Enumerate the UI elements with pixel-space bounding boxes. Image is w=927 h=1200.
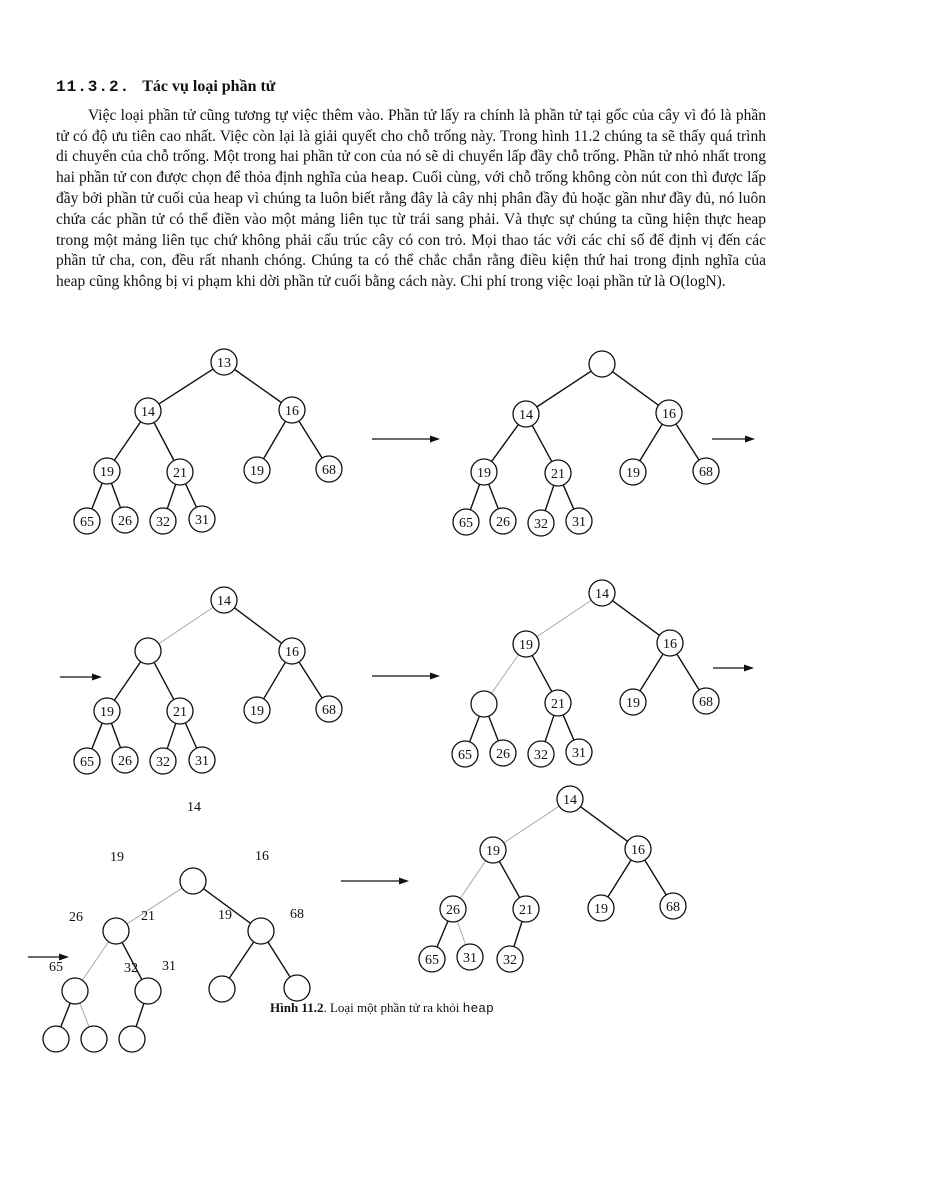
arrow-right-icon — [713, 665, 754, 672]
node-label: 21 — [173, 705, 187, 720]
step-2-edge — [470, 484, 479, 510]
node-label: 13 — [217, 356, 231, 371]
step-4-node — [589, 580, 615, 606]
floating-label: 26 — [69, 910, 83, 925]
step-3-edge — [185, 723, 196, 748]
node-label: 26 — [118, 514, 132, 529]
node-label: 65 — [459, 516, 473, 531]
step-4-node — [566, 739, 592, 765]
arrow-right-icon — [372, 436, 440, 443]
step-1-edge — [92, 483, 102, 509]
step-3-node — [112, 747, 138, 773]
floating-label: 14 — [187, 800, 201, 815]
node-label: 68 — [699, 465, 713, 480]
floating-label: 21 — [141, 909, 155, 924]
step-6-edge — [645, 860, 666, 895]
node-label: 32 — [156, 515, 170, 530]
step-3-edge — [114, 662, 140, 701]
node-label: 31 — [572, 515, 586, 530]
step-2-node — [490, 508, 516, 534]
node-label: 16 — [663, 637, 677, 652]
step-1-node — [244, 457, 270, 483]
step-5-node — [119, 1026, 145, 1052]
step-4-node — [513, 631, 539, 657]
step-2-edge — [537, 371, 591, 407]
floating-label: 32 — [124, 961, 138, 976]
step-2-node — [620, 459, 646, 485]
node-label: 65 — [80, 755, 94, 770]
step-6-node — [480, 837, 506, 863]
node-label: 14 — [141, 405, 155, 420]
step-1-node — [74, 508, 100, 534]
step-1-node — [316, 456, 342, 482]
node-label: 32 — [534, 517, 548, 532]
step-2-node — [453, 509, 479, 535]
node-label: 19 — [100, 465, 114, 480]
node-label: 19 — [486, 844, 500, 859]
step-5-edge — [80, 1003, 89, 1027]
step-3-edge — [159, 607, 213, 644]
node-label: 14 — [595, 587, 609, 602]
node-label: 16 — [285, 404, 299, 419]
step-4-edge — [532, 655, 552, 691]
step-4-edge — [677, 654, 699, 690]
node-label: 32 — [534, 748, 548, 763]
step-4-node — [657, 630, 683, 656]
step-3-node — [167, 698, 193, 724]
step-3-node — [189, 747, 215, 773]
node-label: 65 — [80, 515, 94, 530]
floating-label: 16 — [255, 849, 269, 864]
step-3-node — [244, 697, 270, 723]
node-label: 21 — [173, 466, 187, 481]
step-6-edge — [608, 860, 631, 897]
arrow-right-icon — [712, 436, 755, 443]
section-number: 11.3.2. — [56, 78, 131, 96]
node-label: 16 — [662, 407, 676, 422]
node-label: 19 — [626, 466, 640, 481]
step-6-node — [440, 896, 466, 922]
step-5-edge — [229, 942, 253, 978]
node-label: 68 — [666, 900, 680, 915]
step-3-edge — [167, 723, 176, 748]
step-4-node — [452, 741, 478, 767]
step-5-node — [180, 868, 206, 894]
floating-label: 65 — [49, 960, 63, 975]
node-label: 19 — [594, 902, 608, 917]
node-label: 31 — [463, 951, 477, 966]
step-2-node — [693, 458, 719, 484]
step-2-edge — [640, 424, 662, 461]
step-5-node — [43, 1026, 69, 1052]
node-label: 19 — [250, 464, 264, 479]
node-label: 21 — [551, 697, 565, 712]
node-label: 19 — [250, 704, 264, 719]
step-6-edge — [457, 921, 465, 944]
step-4-edge — [640, 654, 663, 691]
step-5-node — [62, 978, 88, 1004]
step-2-node — [545, 460, 571, 486]
arrow-right-icon — [60, 674, 102, 681]
node-label: 26 — [496, 747, 510, 762]
step-6-node — [513, 896, 539, 922]
step-2-node — [513, 401, 539, 427]
step-1-edge — [111, 483, 120, 508]
node-label: 21 — [519, 903, 533, 918]
step-2-edge — [532, 425, 552, 461]
step-6-node — [557, 786, 583, 812]
step-3-edge — [92, 723, 102, 749]
step-5-edge — [82, 942, 108, 981]
step-3-node — [316, 696, 342, 722]
step-2-node — [566, 508, 592, 534]
step-2-edge — [492, 425, 519, 462]
step-3-node — [135, 638, 161, 664]
step-3-edge — [234, 608, 281, 643]
tree-edges — [61, 369, 699, 1027]
step-1-edge — [264, 421, 286, 459]
step-4-edge — [563, 715, 574, 740]
step-1-node — [167, 459, 193, 485]
paragraph-text-2: . Cuối cùng, với chỗ trống không còn nút con thì được lấp đầy bởi phần tử cuối của heap vì chúng ta luôn biết rằng đây là cây nhị phân đầy đủ hoặc gần như đầy đủ, nó luôn chứa các phần tử có thể điền vào một mảng liên tục từ trái sang phải. Và thực sự chúng ta cũng hiện thực heap trong một mảng liên tục chứ không phải cấu trúc cây có con trỏ. Mọi thao tác với các chỉ số để định vị đến các phần tử cha, con, đều rất nhanh chóng. Chúng ta có thể chắc chắn rằng điều kiện thứ hai trong định nghĩa của heap cũng không bị vi phạm khi dời phần tử cuối bằng cách này. Chi phí trong việc loại phần tử là O(logN). — [56, 168, 767, 290]
step-3-edge — [264, 662, 286, 699]
step-4-edge — [545, 715, 554, 741]
step-1-node — [279, 397, 305, 423]
floating-labels — [49, 800, 304, 976]
step-4-edge — [470, 716, 480, 742]
node-label: 26 — [118, 754, 132, 769]
node-label: 14 — [217, 594, 231, 609]
step-3-node — [94, 698, 120, 724]
step-1-edge — [159, 369, 213, 404]
step-6-node — [457, 944, 483, 970]
caption-label: Hình 11.2 — [270, 1000, 324, 1015]
node-label: 68 — [699, 695, 713, 710]
step-2-edge — [676, 424, 699, 460]
paragraph-code-heap: heap — [370, 170, 405, 187]
node-label: 21 — [551, 467, 565, 482]
step-4-edge — [489, 716, 499, 741]
node-label: 16 — [285, 645, 299, 660]
node-label: 19 — [626, 696, 640, 711]
section-title: Tác vụ loại phần tử — [142, 78, 276, 95]
step-3-node — [279, 638, 305, 664]
step-5-node — [81, 1026, 107, 1052]
node-label: 68 — [322, 463, 336, 478]
step-5-node — [103, 918, 129, 944]
node-label: 14 — [519, 408, 533, 423]
node-label: 68 — [322, 703, 336, 718]
caption-text: . Loại một phần tử ra khỏi — [323, 1000, 463, 1015]
step-6-node — [660, 893, 686, 919]
node-label: 14 — [563, 793, 577, 808]
step-2-edge — [563, 485, 574, 509]
step-3-node — [74, 748, 100, 774]
step-1-node — [189, 506, 215, 532]
step-2-node — [471, 459, 497, 485]
step-2-edge — [612, 372, 658, 406]
step-4-edge — [612, 601, 659, 636]
step-2-node — [528, 510, 554, 536]
step-1-node — [135, 398, 161, 424]
node-label: 19 — [519, 638, 533, 653]
step-1-node — [150, 508, 176, 534]
step-1-edge — [186, 484, 197, 507]
node-label: 31 — [195, 754, 209, 769]
step-6-node — [625, 836, 651, 862]
step-5-node — [284, 975, 310, 1001]
step-6-edge — [437, 921, 448, 947]
node-label: 16 — [631, 843, 645, 858]
step-5-edge — [136, 1003, 144, 1026]
node-label: 26 — [496, 515, 510, 530]
step-1-edge — [167, 484, 175, 508]
floating-label: 31 — [162, 959, 176, 974]
node-label: 65 — [458, 748, 472, 763]
step-2-node — [589, 351, 615, 377]
step-4-edge — [537, 600, 591, 637]
step-3-edge — [111, 723, 120, 748]
step-6-edge — [460, 861, 485, 898]
step-6-node — [497, 946, 523, 972]
step-5-edge — [61, 1003, 70, 1027]
step-6-node — [419, 946, 445, 972]
step-1-node — [94, 458, 120, 484]
step-6-edge — [514, 921, 522, 946]
step-1-edge — [114, 422, 140, 461]
step-2-edge — [489, 484, 499, 509]
step-1-edge — [235, 369, 282, 402]
step-1-node — [211, 349, 237, 375]
step-4-node — [528, 741, 554, 767]
step-4-edge — [491, 655, 518, 694]
arrow-right-icon — [341, 878, 409, 885]
node-label: 31 — [572, 746, 586, 761]
step-4-node — [693, 688, 719, 714]
step-1-edge — [299, 421, 322, 458]
step-1-node — [112, 507, 138, 533]
node-label: 31 — [195, 513, 209, 528]
step-5-edge — [268, 942, 290, 977]
tree-nodes — [43, 349, 719, 1052]
paragraph-text-1: Việc loại phần tử cũng tương tự việc thêm vào. Phần tử lấy ra chính là phần tử tại gốc của cây vì đó là phần tử có độ ưu tiên cao nhất. Việc còn lại là giải quyết cho chỗ trống này. Trong hình 11.2 chúng ta sẽ thấy quá trình di chuyển của chỗ trống. Một trong hai phần tử con của nó sẽ di chuyển lấp đầy chỗ trống. Phần tử nhỏ nhất trong hai phần tử con được chọn để thỏa định nghĩa của — [56, 107, 766, 186]
step-3-edge — [299, 662, 322, 698]
step-6-node — [588, 895, 614, 921]
step-4-node — [545, 690, 571, 716]
node-label: 19 — [477, 466, 491, 481]
step-1-edge — [154, 423, 174, 461]
step-5-node — [135, 978, 161, 1004]
step-2-edge — [545, 485, 554, 510]
floating-label: 19 — [218, 908, 232, 923]
step-5-node — [248, 918, 274, 944]
node-label: 19 — [100, 705, 114, 720]
figure-caption — [270, 1000, 494, 1016]
step-4-node — [471, 691, 497, 717]
step-6-edge — [499, 861, 519, 897]
step-3-node — [211, 587, 237, 613]
floating-label: 68 — [290, 907, 304, 922]
node-label: 65 — [425, 953, 439, 968]
arrow-right-icon — [372, 673, 440, 680]
step-6-edge — [580, 807, 627, 842]
step-3-edge — [154, 662, 174, 699]
step-6-edge — [504, 806, 559, 843]
node-label: 32 — [156, 755, 170, 770]
step-4-node — [490, 740, 516, 766]
node-label: 26 — [446, 903, 460, 918]
step-4-node — [620, 689, 646, 715]
step-3-node — [150, 748, 176, 774]
step-2-node — [656, 400, 682, 426]
step-5-node — [209, 976, 235, 1002]
floating-label: 19 — [110, 850, 124, 865]
caption-code: heap — [462, 1001, 494, 1016]
node-label: 32 — [503, 953, 517, 968]
